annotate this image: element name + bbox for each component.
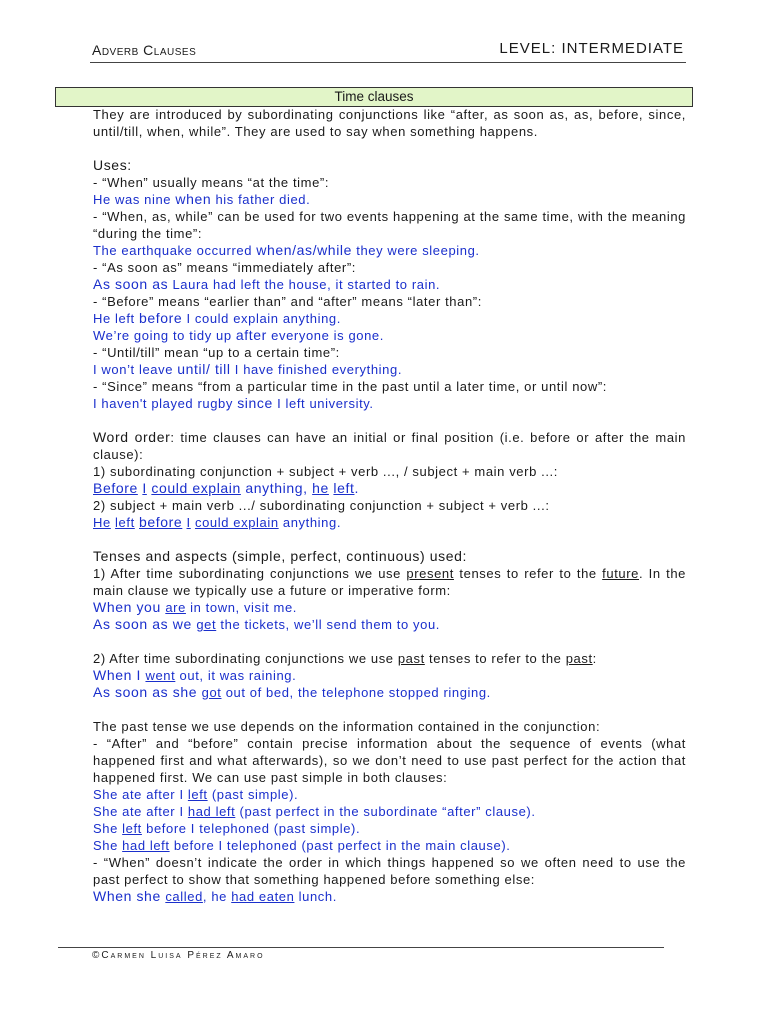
example-line: Before I could explain anything, he left. [93, 480, 359, 496]
tenses-heading: Tenses and aspects (simple, perfect, continuous) used: [93, 548, 468, 564]
example-line: As soon as Laura had left the house, it started to rain. [93, 276, 441, 292]
tenses-paragraph-2: 2) After time subordinating conjunctions we use past tenses to refer to the past: [93, 651, 597, 666]
header-level: LEVEL: INTERMEDIATE [499, 40, 684, 57]
past-intro: The past tense we use depends on the information contained in the conjunction: [93, 719, 601, 734]
example-line: The earthquake occurred when/as/while they were sleeping. [93, 242, 480, 258]
example-line: We’re going to tidy up after everyone is gone. [93, 327, 384, 343]
example-line: As soon as we get the tickets, we’ll send them to you. [93, 616, 441, 632]
uses-rule-2: - “When, as, while” can be used for two events happening at the same time, with the meaning “during the time”: [93, 209, 686, 241]
footer-divider [58, 947, 664, 948]
example-line: When she called, he had eaten lunch. [93, 888, 337, 904]
example-line: She had left before I telephoned (past perfect in the main clause). [93, 838, 511, 853]
example-line: He left before I could explain anything. [93, 310, 341, 326]
tenses-paragraph-1: 1) After time subordinating conjunctions we use present tenses to refer to the future. In the main clause we typically use a future or imperative form: [93, 566, 687, 598]
word-order-rule-2: 2) subject + main verb .../ subordinating conjunction + subject + verb ...: [93, 498, 550, 513]
intro-paragraph: They are introduced by subordinating conjunctions like “after, as soon as, as, before, since, until/till, when, while”. They are used to say when something happens. [93, 107, 686, 139]
document-body [58, 106, 686, 905]
example-line: When I went out, it was raining. [93, 667, 297, 683]
word-order-paragraph: Word order: time clauses can have an initial or final position (i.e. before or after the main clause): [93, 429, 686, 462]
example-line: As soon as she got out of bed, the telephone stopped ringing. [93, 684, 491, 700]
example-line: He was nine when his father died. [93, 191, 311, 207]
word-order-rule-1: 1) subordinating conjunction + subject + verb ..., / subject + main verb ...: [93, 464, 558, 479]
example-line: She ate after I left (past simple). [93, 787, 299, 802]
example-line: She ate after I had left (past perfect in the subordinate “after” clause). [93, 804, 536, 819]
section-title: Time clauses [55, 87, 693, 107]
header-divider [90, 62, 686, 63]
example-line: I haven't played rugby since I left university. [93, 395, 374, 411]
footer-copyright: ©Carmen Luisa Pérez Amaro [92, 950, 265, 961]
example-line: She left before I telephoned (past simple). [93, 821, 361, 836]
uses-rule-5: - “Until/till” mean “up to a certain time”: [93, 345, 340, 360]
uses-rule-4: - “Before” means “earlier than” and “after” means “later than”: [93, 294, 482, 309]
uses-heading: Uses: [93, 157, 132, 173]
example-line: I won’t leave until/ till I have finished everything. [93, 361, 403, 377]
example-line: He left before I could explain anything. [93, 514, 342, 530]
past-bullet-1: - “After” and “before” contain precise information about the sequence of events (what happened first and what afterwards), so we don’t need to use past perfect for the action that happened first. We can use past simple in both clauses: [93, 736, 686, 785]
word-order-heading: Word order [93, 429, 171, 445]
header-title: Adverb Clauses [92, 42, 197, 58]
uses-rule-3: - “As soon as” means “immediately after”: [93, 260, 357, 275]
example-line: When you are in town, visit me. [93, 599, 298, 615]
uses-rule-6: - “Since” means “from a particular time in the past until a later time, or until now”: [93, 379, 607, 394]
past-bullet-2: - “When” doesn’t indicate the order in which things happened so we often need to use the past perfect to show that something happened before something else: [93, 855, 686, 887]
uses-rule-1: - “When” usually means “at the time”: [93, 175, 330, 190]
